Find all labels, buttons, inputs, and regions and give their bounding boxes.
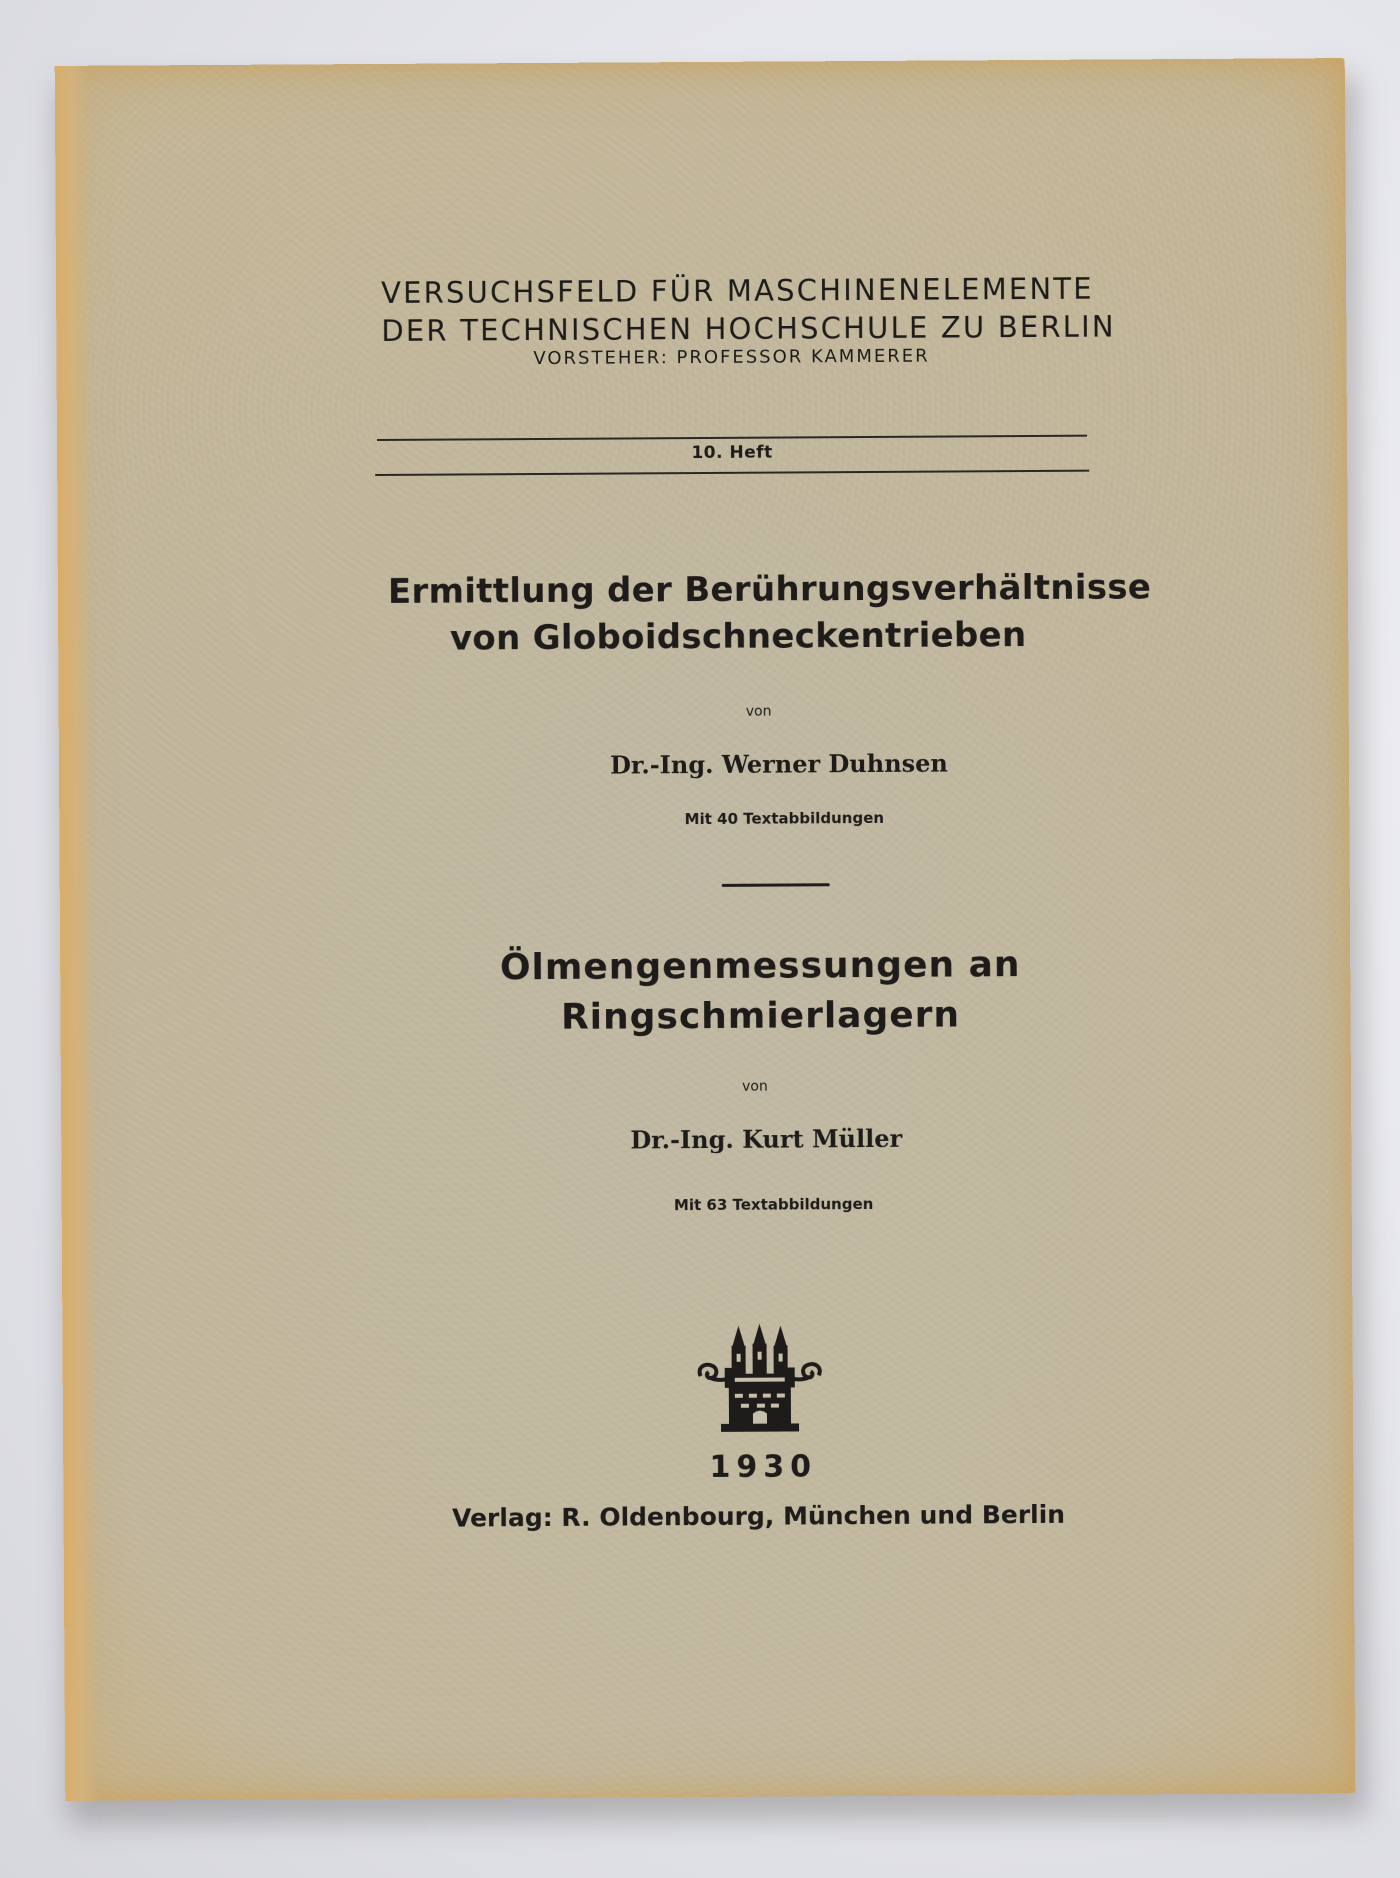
work2-title-line-2: Ringschmierlagern xyxy=(560,994,961,1038)
work2-title-line-1: Ölmengenmessungen an xyxy=(499,944,1021,989)
publisher: Verlag: R. Oldenbourg, München und Berlin xyxy=(451,1499,1066,1533)
work2-by: von xyxy=(742,1078,768,1095)
work1-figures: Mit 40 Textabbildungen xyxy=(684,808,885,829)
series-director: VORSTEHER: PROFESSOR KAMMERER xyxy=(533,345,930,370)
publication-year: 1930 xyxy=(709,1449,818,1485)
series-line-2: DER TECHNISCHEN HOCHSCHULE ZU BERLIN xyxy=(381,309,1116,348)
work1-by: von xyxy=(745,703,772,720)
rule-top xyxy=(377,435,1087,441)
series-header xyxy=(381,270,1116,371)
work1-title-line-2: von Globoidschneckentrieben xyxy=(449,615,1027,659)
work1-title-line-1: Ermittlung der Berührungsverhältnisse xyxy=(387,567,1152,612)
work2-figures: Mit 63 Textabbildungen xyxy=(673,1194,874,1215)
work1-author: Dr.-Ing. Werner Duhnsen xyxy=(610,748,948,780)
issue-number: 10. Heft xyxy=(691,442,773,464)
section-divider xyxy=(722,883,830,887)
castle-emblem-icon xyxy=(694,1323,825,1434)
work2-author: Dr.-Ing. Kurt Müller xyxy=(630,1123,903,1155)
book-cover xyxy=(55,58,1356,1801)
series-line-1: VERSUCHSFELD FÜR MASCHINENELEMENTE xyxy=(381,271,1094,310)
cover-content xyxy=(55,58,1356,1801)
rule-bottom xyxy=(375,470,1089,476)
